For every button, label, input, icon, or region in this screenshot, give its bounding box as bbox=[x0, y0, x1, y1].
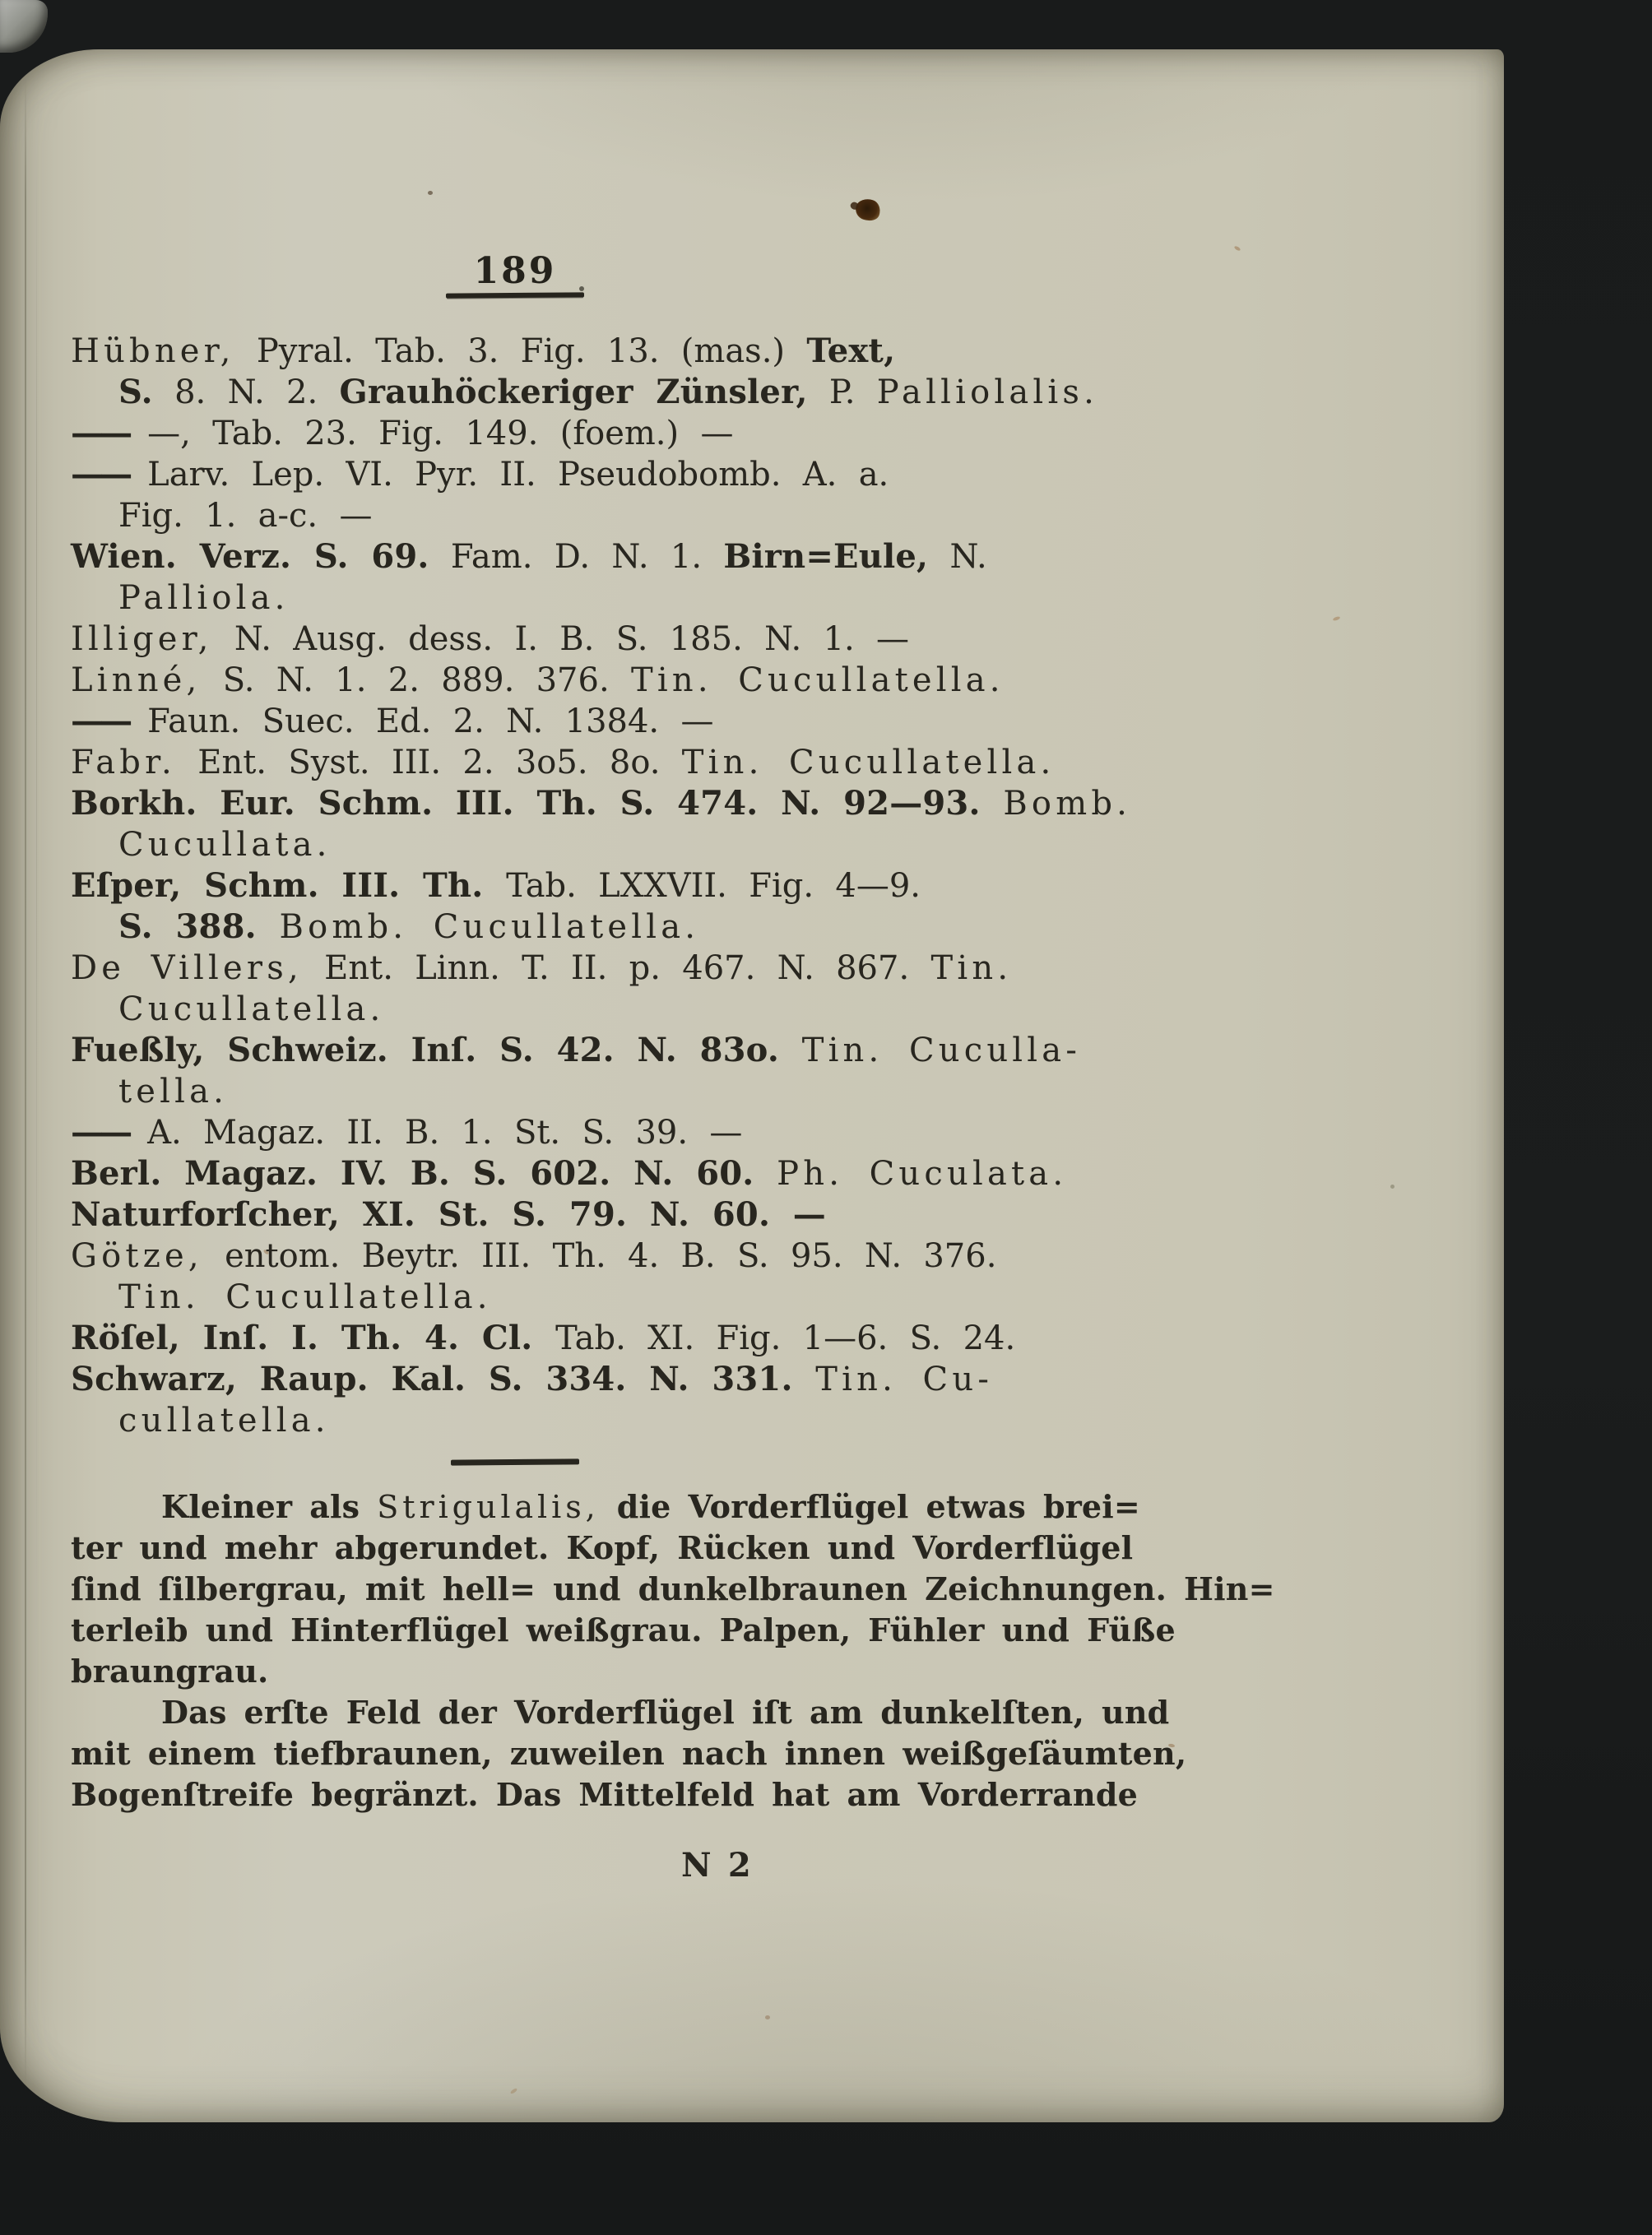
text-lines bbox=[71, 331, 1275, 1815]
reference-line: Tin. Cucullatella. bbox=[118, 1278, 492, 1316]
paper-fleck bbox=[1390, 1185, 1394, 1189]
book-clamp bbox=[0, 0, 48, 53]
reference-line: Röſel, Inſ. I. Th. 4. Cl. Tab. XI. Fig. 1—6. S. 24. bbox=[71, 1319, 1016, 1357]
reference-line: S. 8. N. 2. Grauhöckeriger Zünsler, P. Palliolalis. bbox=[118, 373, 1099, 411]
gutter-crease bbox=[25, 77, 26, 2093]
reference-line: —— Larv. Lep. VI. Pyr. II. Pseudobomb. A. a. bbox=[71, 455, 889, 494]
reference-line: Fabr. Ent. Syst. III. 2. 3o5. 8o. Tin. Cucullatella. bbox=[71, 744, 1056, 781]
reference-line: cullatella. bbox=[118, 1402, 330, 1440]
book-page bbox=[0, 49, 1504, 2122]
paragraph-line: Bogenſtreife begränzt. Das Mittelfeld hat am Vorderrande bbox=[71, 1776, 1138, 1813]
paragraph-line: Kleiner als Strigulalis, die Vorderflügel etwas brei= bbox=[161, 1488, 1140, 1525]
page-number: 189 bbox=[473, 250, 557, 292]
signature-mark: N 2 bbox=[681, 1846, 754, 1885]
paragraph-line: braungrau. bbox=[71, 1653, 269, 1690]
reference-line: Illiger, N. Ausg. dess. I. B. S. 185. N. 1. — bbox=[71, 620, 910, 658]
paragraph-line: terleib und Hinterflügel weißgrau. Palpen, Fühler und Füße bbox=[71, 1611, 1176, 1648]
reference-line: Linné, S. N. 1. 2. 889. 376. Tin. Cucullatella. bbox=[71, 661, 1005, 699]
reference-line: Berl. Magaz. IV. B. S. 602. N. 60. Ph. Cuculata. bbox=[71, 1154, 1068, 1193]
reference-line: —— Faun. Suec. Ed. 2. N. 1384. — bbox=[71, 702, 714, 740]
reference-line: Palliola. bbox=[118, 579, 290, 617]
reference-line: S. 388. Bomb. Cucullatella. bbox=[118, 907, 700, 946]
reference-line: Schwarz, Raup. Kal. S. 334. N. 331. Tin. Cu- bbox=[71, 1360, 994, 1398]
paper-fleck bbox=[428, 191, 433, 195]
reference-line: Naturforſcher, XI. St. S. 79. N. 60. — bbox=[71, 1195, 826, 1234]
text-column bbox=[71, 250, 1275, 1886]
reference-line: Cucullatella. bbox=[118, 990, 385, 1028]
reference-line: —— A. Magaz. II. B. 1. St. S. 39. — bbox=[71, 1113, 743, 1152]
paragraph-line: mit einem tiefbraunen, zuweilen nach innen weißgeſäumten, bbox=[71, 1735, 1187, 1772]
separator-rule bbox=[451, 1458, 579, 1465]
reference-line: Wien. Verz. S. 69. Fam. D. N. 1. Birn=Eule, N. bbox=[71, 537, 987, 576]
reference-line: Fig. 1. a-c. — bbox=[118, 497, 373, 535]
reference-line: De Villers, Ent. Linn. T. II. p. 467. N. 867. Tin. bbox=[71, 949, 1013, 987]
reference-line: Borkh. Eur. Schm. III. Th. S. 474. N. 92—93. Bomb. bbox=[71, 784, 1132, 823]
paper-fleck bbox=[510, 2088, 518, 2094]
reference-line: Fueßly, Schweiz. Inſ. S. 42. N. 83o. Tin. Cuculla- bbox=[71, 1031, 1082, 1069]
reference-line: Cucullata. bbox=[118, 826, 332, 864]
page-number-block bbox=[71, 252, 959, 298]
gutter-crease-faint bbox=[36, 148, 37, 2048]
reference-line: Eſper, Schm. III. Th. Tab. LXXVII. Fig. 4—9. bbox=[71, 866, 921, 905]
page-number-rule bbox=[446, 292, 584, 298]
reference-line: Hübner, Pyral. Tab. 3. Fig. 13. (mas.) Text, bbox=[71, 332, 896, 370]
reference-line: —— —, Tab. 23. Fig. 149. (foem.) — bbox=[71, 414, 734, 452]
paper-fleck bbox=[765, 2015, 770, 2019]
reference-line: tella. bbox=[118, 1073, 229, 1111]
paragraph-line: Das erſte Feld der Vorderflügel iſt am dunkelſten, und bbox=[161, 1694, 1170, 1731]
paragraph-line: ter und mehr abgerundet. Kopf, Rücken und Vorderflügel bbox=[71, 1529, 1134, 1566]
ink-blot bbox=[853, 196, 884, 224]
paper-fleck bbox=[1333, 616, 1341, 622]
paragraph-line: ſind ſilbergrau, mit hell= und dunkelbraunen Zeichnungen. Hin= bbox=[71, 1570, 1275, 1607]
reference-line: Götze, entom. Beytr. III. Th. 4. B. S. 95. N. 376. bbox=[71, 1237, 997, 1275]
paper-fleck bbox=[1234, 245, 1241, 251]
